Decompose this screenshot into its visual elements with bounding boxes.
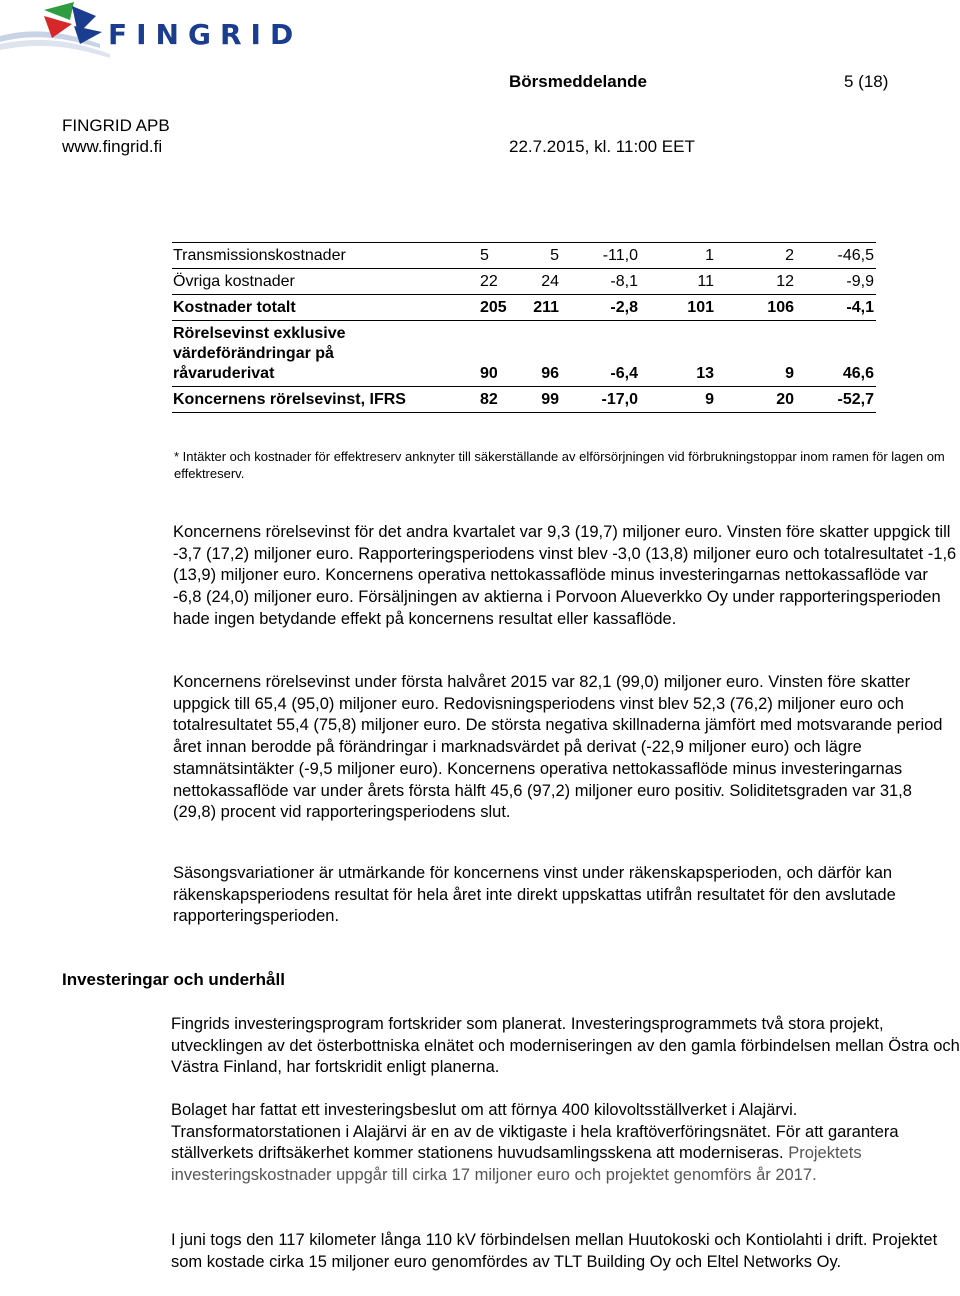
table-row: Kostnader totalt 205 211 -2,8 101 106 -4,1	[172, 294, 876, 320]
cell: 9	[705, 391, 714, 408]
cell: 12	[776, 273, 794, 290]
cell: 99	[541, 391, 559, 408]
table-row: Transmissionskostnader 5 5 -11,0 1 2 -46,5	[172, 242, 876, 268]
cell: 20	[776, 391, 794, 408]
cell: 24	[541, 273, 559, 290]
cell: -9,9	[846, 273, 874, 290]
paragraph-huutokoski: I juni togs den 117 kilometer långa 110 kV förbindelsen mellan Huutokoski och Kontiolahti i drift. Projektet som kostade cirka 15 miljoner euro genomfördes av TLT Building Oy och Eltel Networks Oy.	[171, 1231, 938, 1271]
paragraph-h1: Koncernens rörelsevinst under första halvåret 2015 var 82,1 (99,0) miljoner euro. Vinsten före skatter uppgick till 65,4 (95,0) miljoner euro. Redovisningsperiodens vinst blev 52,3 (76,2) miljoner euro och totalresultatet 55,4 (75,8) miljoner euro. De största negativa skillnaderna jämfört med motsvarande period året innan berodde på förändringar i marknadsvärdet på derivat (-22,9 miljoner euro) och lägre stamnätsintäkter (-9,5 miljoner euro). Koncernens operativa nettokassaflöde minus investeringarnas nettokassaflöde var under årets första hälft 45,6 (97,2) miljoner euro positiv. Soliditetsgraden var 31,8 (29,8) procent vid rapporteringsperiodens slut.	[173, 673, 943, 822]
doc-type: Börsmeddelande	[509, 72, 647, 91]
brand-wordmark: FINGRID	[108, 18, 303, 51]
table-row: Rörelsevinst exklusive värdeförändringar på råvaruderivat 90 96 -6,4 13 9 46,6	[172, 320, 876, 386]
cell: 106	[767, 299, 794, 316]
cell: 5	[550, 247, 559, 264]
fingrid-logo	[0, 0, 303, 62]
paragraph-alajarvi-main: Bolaget har fattat ett investeringsbeslut om att förnya 400 kilovoltsställverket i Alajärvi. Transformatorstationen i Alajärvi är en av de viktigaste i hela kraftöverföringsnätet. För att garantera ställverkets driftsäkerhet kommer stationens huvudsamlingsskena att moderniseras.	[171, 1101, 899, 1163]
row-label: Koncernens rörelsevinst, IFRS	[173, 391, 406, 408]
table-footnote: * Intäkter och kostnader för effektreserv anknyter till säkerställande av elförsörjningen vid förbrukningstoppar inom ramen för lagen om effektreserv.	[174, 449, 945, 481]
cost-table	[172, 242, 876, 413]
cell: 1	[705, 247, 714, 264]
cell: 211	[533, 299, 559, 316]
cell: 101	[687, 299, 714, 316]
table-row: Koncernens rörelsevinst, IFRS 82 99 -17,0 9 20 -52,7	[172, 386, 876, 413]
cell: -2,8	[610, 299, 638, 316]
paragraph-q2: Koncernens rörelsevinst för det andra kvartalet var 9,3 (19,7) miljoner euro. Vinsten före skatter uppgick till -3,7 (17,2) miljoner euro. Rapporteringsperiodens vinst blev -3,0 (13,8) miljoner euro och totalresultatet -1,6 (13,9) miljoner euro. Koncernens operativa nettokassaflöde minus investeringarnas nettokassaflöde var -6,8 (24,0) miljoner euro. Försäljningen av aktierna i Porvoon Alueverkko Oy under rapporteringsperioden hade ingen betydande effekt på koncernens resultat eller kassaflöde.	[173, 523, 957, 628]
cell: 96	[541, 365, 559, 382]
paragraph-alajarvi	[171, 1100, 960, 1187]
company-name: FINGRID APB	[62, 116, 170, 135]
section-heading: Investeringar och underhåll	[62, 970, 285, 989]
release-datetime: 22.7.2015, kl. 11:00 EET	[509, 137, 695, 156]
website: www.fingrid.fi	[62, 137, 163, 156]
page-number: 5 (18)	[844, 72, 889, 91]
paragraph-investments: Fingrids investeringsprogram fortskrider som planerat. Investeringsprogrammets två stora projekt, utvecklingen av det österbottniska elnätet och moderniseringen av den gamla förbindelsen mellan Östra och Västra Finland, har fortskridit enligt planerna.	[171, 1015, 960, 1077]
paragraph-alajarvi-cost: Projektets investeringskostnader uppgår till cirka 17 miljoner euro och projektet genomförs år 2017.	[171, 1144, 862, 1185]
cell: 9	[785, 365, 794, 382]
row-label: Kostnader totalt	[173, 299, 296, 316]
row-label: Transmissionskostnader	[173, 247, 346, 264]
cell: -8,1	[610, 273, 638, 290]
cell: -6,4	[610, 365, 638, 382]
cell: -17,0	[601, 391, 638, 408]
row-label: Övriga kostnader	[173, 273, 295, 290]
cell: 11	[697, 273, 714, 290]
row-label: Rörelsevinst exklusive värdeförändringar på råvaruderivat	[173, 325, 346, 382]
paragraph-seasonality: Säsongsvariationer är utmärkande för koncernens vinst under räkenskapsperioden, och därför kan räkenskapsperiodens resultat för hela året inte direkt uppskattas utifrån resultatet för den avslutade rapporteringsperioden.	[173, 864, 896, 926]
cell: -4,1	[846, 299, 874, 316]
cell: -11,0	[602, 247, 638, 264]
table-row: Övriga kostnader 22 24 -8,1 11 12 -9,9	[172, 268, 876, 294]
cell: 46,6	[842, 365, 874, 382]
cell: -52,7	[837, 391, 874, 408]
cell: -46,5	[837, 247, 874, 264]
cell: 13	[696, 365, 714, 382]
cell: 2	[785, 247, 794, 264]
